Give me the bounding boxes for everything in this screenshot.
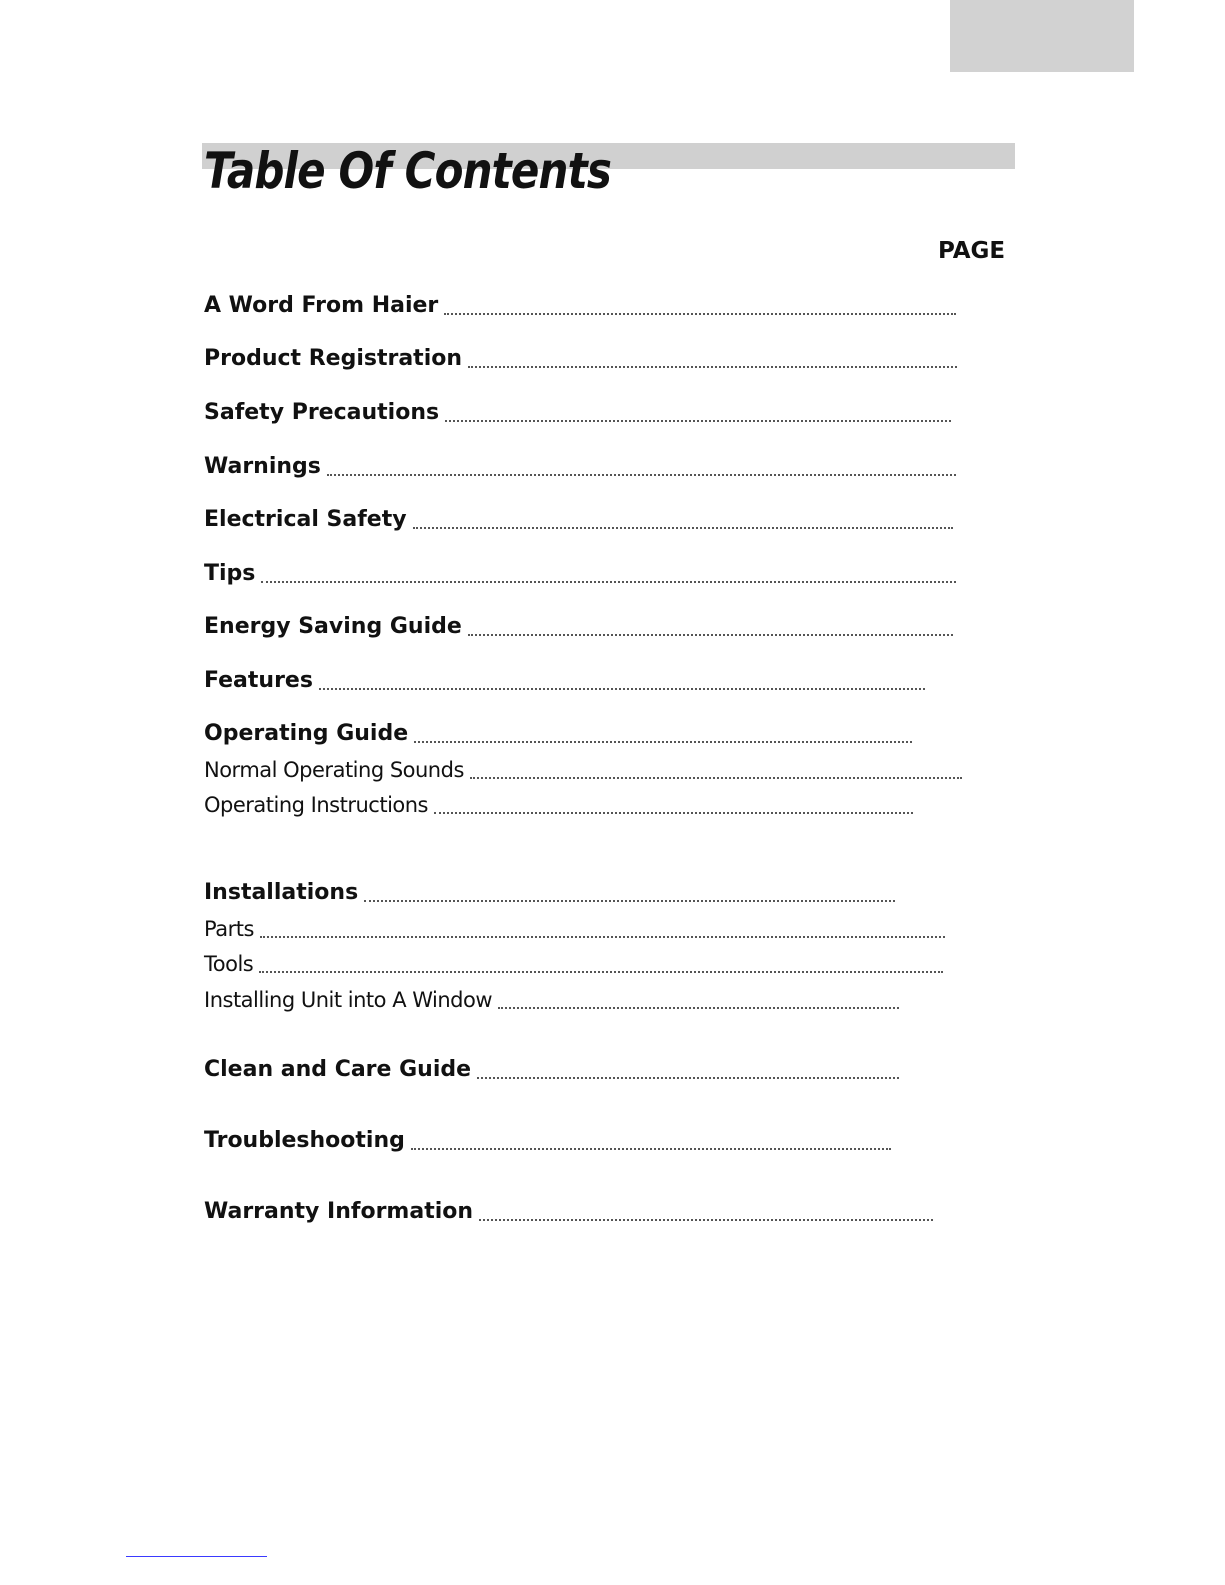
toc-leader-dots [434, 812, 913, 814]
toc-entry-label: Installations [204, 880, 359, 905]
toc-entry-operating-guide[interactable] [204, 717, 912, 749]
toc-leader-dots [470, 777, 962, 779]
toc-entry-label: Tips [204, 561, 256, 586]
toc-leader-dots [468, 366, 957, 368]
corner-tab [950, 0, 1134, 72]
toc-entry-label: Troubleshooting [204, 1128, 405, 1153]
toc-entry-features[interactable] [204, 664, 925, 696]
footer-underline-mark [126, 1556, 267, 1557]
toc-entry-safety-precautions[interactable] [204, 396, 951, 428]
toc-entry-label: Normal Operating Sounds [204, 758, 464, 782]
toc-leader-dots [261, 581, 956, 583]
page-column-label: PAGE [938, 238, 1006, 264]
toc-entry-tips[interactable] [204, 557, 956, 589]
toc-leader-dots [468, 634, 953, 636]
toc-leader-dots [477, 1077, 899, 1079]
toc-entry-product-registration[interactable] [204, 342, 957, 374]
toc-entry-electrical-safety[interactable] [204, 503, 953, 535]
toc-entry-label: Energy Saving Guide [204, 614, 462, 639]
toc-leader-dots [319, 688, 925, 690]
toc-entry-installations[interactable] [204, 876, 895, 908]
toc-leader-dots [445, 420, 951, 422]
toc-entry-label: Product Registration [204, 346, 463, 371]
toc-entry-installing-unit-into-a-window[interactable] [204, 983, 899, 1015]
toc-entry-label: Installing Unit into A Window [204, 988, 493, 1012]
toc-leader-dots [479, 1219, 933, 1221]
toc-entry-label: A Word From Haier [204, 293, 439, 318]
toc-entry-clean-and-care-guide[interactable] [204, 1053, 899, 1085]
toc-entry-troubleshooting[interactable] [204, 1124, 891, 1156]
toc-entry-warnings[interactable] [204, 450, 956, 482]
toc-entry-label: Operating Guide [204, 721, 409, 746]
toc-entry-label: Warnings [204, 454, 321, 479]
toc-leader-dots [414, 741, 912, 743]
toc-entry-label: Electrical Safety [204, 507, 407, 532]
toc-leader-dots [498, 1007, 899, 1009]
toc-leader-dots [364, 900, 895, 902]
toc-leader-dots [444, 313, 956, 315]
toc-entry-energy-saving-guide[interactable] [204, 610, 953, 642]
toc-entry-parts[interactable] [204, 912, 945, 944]
toc-entry-label: Features [204, 668, 313, 693]
toc-entry-label: Warranty Information [204, 1199, 474, 1224]
toc-leader-dots [260, 936, 945, 938]
toc-leader-dots [413, 527, 953, 529]
toc-entry-normal-operating-sounds[interactable] [204, 753, 962, 785]
toc-entry-label: Parts [204, 917, 254, 941]
toc-entry-label: Clean and Care Guide [204, 1057, 472, 1082]
toc-leader-dots [411, 1148, 891, 1150]
toc-entry-tools[interactable] [204, 947, 943, 979]
toc-leader-dots [327, 474, 956, 476]
toc-leader-dots [259, 971, 943, 973]
toc-entry-label: Safety Precautions [204, 400, 440, 425]
toc-entry-warranty-information[interactable] [204, 1195, 933, 1227]
toc-entry-label: Operating Instructions [204, 793, 428, 817]
toc-entry-a-word-from-haier[interactable] [204, 289, 956, 321]
toc-entry-label: Tools [204, 952, 254, 976]
page-title: Table Of Contents [204, 142, 612, 200]
toc-entry-operating-instructions[interactable] [204, 788, 913, 820]
